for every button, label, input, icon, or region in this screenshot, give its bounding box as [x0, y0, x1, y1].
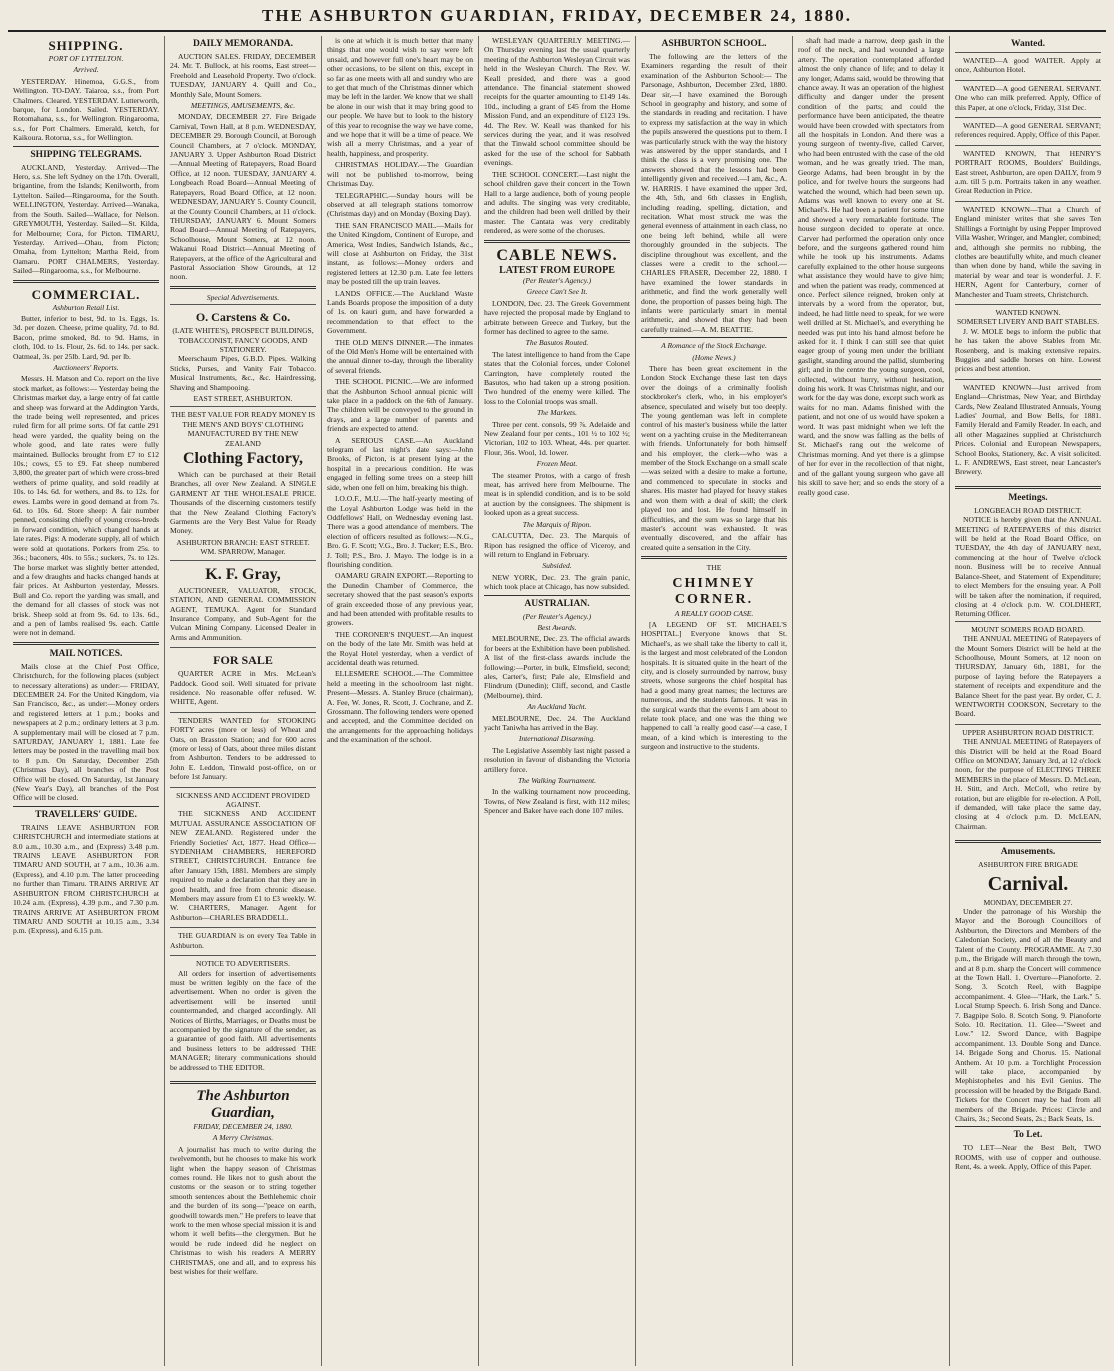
election-text: ELLESMERE SCHOOL.—The Committee held a meeting in the schoolroom last night. Present—Messrs. A. Stanley Bruce (chairman), A. Fee, W. Jones, R. Scott, J. Cochrane, and Z. Grossmann. The following tenders were opened and accepted, and the Committee decided on the arrangements for the approaching holidays and the examination of the school. [327, 669, 473, 745]
school-heading: ASHBURTON SCHOOL. [661, 39, 767, 49]
subsided-text: NEW YORK, Dec. 23. The grain panic, which took place at Chicago, has now subsided. [484, 572, 630, 592]
column-2 [165, 36, 322, 1366]
disarm-heading: International Disarming. [518, 734, 596, 744]
inquest-text: THE CORONER'S INQUEST.—An inquest on the body of the late Mr. Smith was held at the Royal Hotel yesterday, when a verdict of accidental death was returned. [327, 629, 473, 667]
ripon-text: CALCUTTA, Dec. 23. The Marquis of Ripon has resigned the office of Viceroy, and will return to England in February. [484, 531, 630, 559]
mtsomers-heading: MOUNT SOMERS ROAD BOARD. [971, 624, 1085, 634]
greece-text: LONDON, Dec. 23. The Greek Government have rejected the proposal made by England to arbitrate between Greece and Turkey, but the former has declined to agree to the same. [484, 298, 630, 336]
memoranda-heading: DAILY MEMORANDA. [192, 39, 294, 49]
meetings-heading: MEETINGS, AMUSEMENTS, &c. [190, 101, 296, 111]
yacht-text: MELBOURNE, Dec. 24. The Auckland yacht Taniwha has arrived in the Bay. [484, 713, 630, 732]
sickness-text: THE SICKNESS AND ACCIDENT MUTUAL ASSURANCE ASSOCIATION OF NEW ZEALAND. Registered under the Friendly Societies' Act, 1877. Head Office—SYDENHAM CHAMBERS, HEREFORD STREET, CHRISTCHURCH. Entrance fee after January 15th, 1881. Members are simply required to make a declaration that they are in good health, and free from chronic disease. Members may assure from £1 to £3 weekly. W. W. CHARTERS, Manager. Agent for Ashburton—CHARLES BRADDELL. [170, 809, 316, 922]
basutos-heading: The Basutos Routed. [525, 338, 589, 348]
commercial-heading: COMMERCIAL. [31, 286, 141, 302]
gray-title: K. F. Gray, [205, 565, 281, 583]
retail-heading: Ashburton Retail List. [52, 302, 120, 312]
auctioneers-heading: Auctioneers' Reports. [53, 362, 119, 372]
wanted-heading: Wanted. [1010, 39, 1046, 49]
romance-heading: A Romance of the Stock Exchange. [661, 341, 767, 351]
longbeach-text: NOTICE is hereby given that the ANNUAL MEETING of RATEPAYERS of this district will be held at the Road Board Office, on TUESDAY, the 4th day of JANUARY next, commencing at the hour of Twelve o'clock noon. Business will be to receive Annual Balance-Sheet, and Statement of Expenditure; to elect Members for the ensuing year. A Poll will be taken after the nomination, if required, closing at 4 o'clock p.m. W. COLDHERT, Returning Officer. [955, 515, 1101, 619]
accident-text: A SERIOUS CASE.—An Auckland telegram of last night's date says:—John Brooks, of Picton, is at present lying at the hospital in a precarious condition. He was engaged in felling some trees on a steep hill side, when one fell on him, breaking his thigh. [327, 435, 473, 492]
lands-text: LANDS OFFICE.—The Auckland Waste Lands Boards propose the imposition of a duty of 1s. on kauri gum, and have forwarded a recommendation to that effect to the Government. [327, 288, 473, 336]
paper-title: The Ashburton Guardian, [196, 1087, 290, 1121]
school-text: THE SCHOOL PICNIC.—We are informed that the Ashburton School annual picnic will take place in a paddock on the 6th of January. The children will be conveyed to the ground in drays, and a large number of parents and friends are expected to attend. [327, 377, 473, 434]
wanted-ad-1: WANTED—A good WAITER. Apply at once, Ashburton Hotel. [955, 56, 1101, 75]
wanted-ad-2: WANTED—A good GENERAL SERVANT. One who can milk preferred. Apply, Office of this Paper, at one o'clock, Friday, 31st Dec. [955, 83, 1101, 112]
telegrams-text: AUCKLAND, Yesterday. Arrived—The Hero, s.s. She left Sydney on the 17th. Overall, brigantine, from the Islands; Kenilworth, from Lyttelton. Sailed—Ringarooma, for the South. WELLINGTON, Yesterday. Arrived—Wanaka, from the South. Sailed—Wallace, for Nelson. GREYMOUTH, Yesterday. Sailed—St. Kilda, for Melbourne; Cora, for Picton. TIMARU, Yesterday. Arrived—Ohau, from Picton; Omaha, from Lyttelton; Martha Reid, from Oamaru. PORT CHALMERS, Yesterday. Sailed—Ringarooma, s.s., for Melbourne. [13, 162, 159, 276]
memoranda-text: AUCTION SALES. FRIDAY, DECEMBER 24. Mr. T. Bullock, at his rooms, East street—Freehold and Leasehold Property. Two o'clock. TUESDAY, JANUARY 4. Quill and Co., Monthly Sale, Mount Somers. [170, 52, 316, 99]
australian-heading: AUSTRALIAN. [524, 598, 590, 609]
holiday-text: CHRISTMAS HOLIDAY.—The Guardian will not be published to-morrow, being Christmas Day. [327, 160, 473, 189]
dinner-text: THE OLD MEN'S DINNER.—The inmates of the Old Men's Home will be entertained with the annual dinner to-day, through the liberality of several friends. [327, 337, 473, 375]
column-4 [479, 36, 636, 1366]
column-7 [950, 36, 1106, 1366]
chimney-sub: A REALLY GOOD CASE. [674, 608, 754, 618]
auctioneers-text: Messrs. H. Matson and Co. report on the live stock market, as follows:— Yesterday being the Christmas market day, a large entry of fat cattle and sheep was forward at the Addington Yards, the trade being well represented, and prices ruled firm for all prime sorts. Of fat cattle 291 head were yarded, the quality being on the whole good, and late rates were fully maintained. Bullocks brought from £7 to £12 10s.; cows, £5 to £9. Fat sheep numbered 3,800, the greater part of which were cross-bred wethers of prime quality, and sold readily at 10s. to 14s. 6d. for wethers, and 8s. to 12s. for ewes. Lambs were in good demand at from 7s. 6d. to 10s. 6d. Store sheep: A fair number penned, consisting chiefly of young cross-breds in forward condition, which changed hands at late rates. Pigs: A moderate supply, all of which were sold at quotations. Porkers from 25s. to 36s.; baconers, 40s. to 55s.; suckers, 7s. to 12s. The horse market was slightly better attended, and a few draughts and hacks changed hands at fair prices. At Ashburton yesterday, Messrs. Bull and Co. report the yarding was small, and the demand for all classes of stock was not brisk. Sheep sold at from 9s. 6d. to 13s. 6d., and a pen of lambs realised 9s. each. Cattle were not in demand. [13, 374, 159, 638]
clothing-lead: THE BEST VALUE FOR READY MONEY IS THE MEN'S AND BOYS' CLOTHING MANUFACTURED BY THE NEW ZEALAND [170, 410, 316, 448]
travellers-heading: TRAVELLERS' GUIDE. [35, 809, 137, 820]
carstens-title: O. Carstens & Co. [195, 310, 291, 325]
carnival-text: Under the patronage of his Worship the Mayor and the Borough Councillors of Ashburton, the Directors and Members of the Caledonian Society, and of all the Beauty and Talent of the County. PROGRAMME. At 7.30 p.m., the Brigade will march through the town, and at 8 p.m. sharp the Concert will commence at the Town Hall. 1. Overture—Pianoforte. 2. Song. 3. Scotch Reel, with Bagpipe accompaniment. 4. Glee—"Hark, the Lark." 5. Local Stump Speech. 6. Irish Song and Dance. 7. Bagpipe Solo. 8. Scotch Song. 9. Pianoforte Solo. 10. Recitation. 11. Glee—"Sweet and Low." 12. Sword Dance, with Bagpipe accompaniment. 13. Double Song and Dance. 14. Brigade Song and Chorus. 15. National Anthem. At 10 p.m. a Torchlight Procession will take place, accompanied by Mephistopheles and his Evil Genius. The procession will be headed by the Brigade Band. Tickets for the Concert may be had from all members of the Brigade. Prices: Circle and Chairs, 3s.; Second Seats, 2s.; Back Seats, 1s. [955, 907, 1101, 1123]
longbeach-heading: LONGBEACH ROAD DISTRICT. [974, 505, 1082, 515]
clothing-title: Clothing Factory, [183, 450, 303, 468]
shipping-heading: SHIPPING. [48, 38, 124, 53]
fire-brigade-heading: ASHBURTON FIRE BRIGADE [978, 860, 1078, 870]
cable-subheading: LATEST FROM EUROPE [499, 264, 615, 276]
wanted-ad-3: WANTED—A good GENERAL SERVANT; references required. Apply, Office of this Paper. [955, 121, 1101, 140]
known-heading: WANTED KNOWN. [995, 307, 1061, 317]
column-3 [322, 36, 479, 1366]
yacht-heading: An Auckland Yacht. [527, 702, 587, 712]
story-text: shaft had made a narrow, deep gash in the roof of the neck, and had wounded a large artery. The operation contemplated afforded almost the only chance of life; and to delay it any longer, Adams said, would be throwing that chance away. It was an operation of the highest difficulty and danger under the present condition of the parts; and could the performance have been anticipated, the theatre would have been crowded with spectators from all the hospitals in London. And there was a young surgeon of twenty-five, called Carver, who had been entrusted with the case of the old woman, and he was greatly tried. The man, George Adams, had been brought in by the police, and for twelve hours the surgeons had watched the wound, which had been sewn up. Adams was well known to every one at St. Michael's. He had been a patient for some time and showed a very remarkable fortitude. The house surgeon decided to operate at once. Carver had performed the operation only once before, and the surgeons gathered round him while he took up his instruments. Adams carefully explained to the other house surgeons what assistance they would have to give him; and when the patient was ready, commenced at once. Perfect silence reigned, broken only at intervals by a word from the operator, but, indeed, he had little need to speak, for we were well drilled at St. Michael's, and everything he needed was put into his hand almost before he asked for it. I think I can still see that quiet eager group of young men under the brilliant gaslight, standing around the pallid, slumbering girl; and in the centre the young surgeon, cool, collected, without hurry, without hesitation, doing his work. It was Christmas night, and our work for the day was done, except such work as waits for no man. Adams finished with the patient, and not one of us would have spoken a word. It was past midnight when we left the ward, and the snow was falling as the bells of St. Michael's rang out the welcome of Christmas morning. And yet there is a glimpse of her for ever in the recollection of that night, and of the gallant young surgeon who gave all his skill to save her; and so ends the story of a really good case. [798, 36, 944, 497]
wanted-ad-4: WANTED KNOWN, That HENRY'S PORTRAIT ROOMS, Boulders' Buildings, East street, Ashburton, are open DAILY, from 9 a.m. till 5 p.m. Portraits taken in any weather. Great Reduction in Price. [955, 148, 1101, 196]
mail-text: THE SAN FRANCISCO MAIL.—Mails for the United Kingdom, Continent of Europe, and America, West Indies, Sandwich Islands, &c., will close at Ashburton on Friday, the 31st instant, as follows:—Money orders and registered letters at 12.30 p.m. Late fee letters may be posted till the up train leaves. [327, 220, 473, 287]
meetings-text: MONDAY, DECEMBER 27. Fire Brigade Carnival, Town Hall, at 8 p.m. WEDNESDAY, DECEMBER 29. Borough Council, at Borough Council Chambers, at 7 o'clock. MONDAY, JANUARY 3. Upper Ashburton Road District—Annual Meeting of Ratepayers, Road Board Office, at 12 noon. TUESDAY, JANUARY 4. Longbeach Road Board—Annual Meeting of Ratepayers, Road Board Office, at 12 noon. WEDNESDAY, JANUARY 5. County Council, at the County Council Chambers, at 11 o'clock. THURSDAY, JANUARY 6. Mount Somers Road Board—Annual Meeting of Ratepayers, Schoolhouse, Mount Somers, at 12 noon. Wakanui Road District—Annual Meeting of Ratepayers, at the office of the Agricultural and Pastoral Association Show Grounds, at 12 noon. [170, 112, 316, 282]
disarm-text: The Legislative Assembly last night passed a resolution in favour of disbanding the Victoria artillery force. [484, 745, 630, 774]
frozen-text: The steamer Protos, with a cargo of fresh meat, has arrived here from Melbourne. The meat is in splendid condition, and is to be sold at auction by the consignees. The shipment is looked upon as a great success. [484, 470, 630, 518]
somerset-text: J. W. MOLE begs to inform the public that he has taken the above Stables from Mr. Rosenberg, and is making extensive repairs. Buggies and saddle horses on hire. Lowest prices and best attention. [955, 326, 1101, 374]
cable-agency: (Per Reuter's Agency.) [522, 275, 592, 285]
carstens-text: Meerschaum Pipes, G.B.D. Pipes. Walking Sticks, Purses, and Vanity Fair Tobacco. Musical Instruments, &c., &c. Hairdressing, Shaving and Shampooing. [170, 354, 316, 392]
wanted-ad-6: WANTED KNOWN—Just arrived from England—Christmas, New Year, and Birthday Cards, New Zealand Illustrated Annuals, Young Ladies' Journal, and Bow Bells, for 1881. Family Herald and Family Reader. In each, and all other Magazines supplied at Christchurch Prices. Colonial and European Newspapers, School Books, Stationery, &c. A visit solicited. L. F. ANDREWS, East street, near Lancaster's Brewery. [955, 382, 1101, 477]
walking-text: In the walking tournament now proceeding, Towns, of New Zealand is first, with 112 miles; Spencer and Baker have each done 107 miles. [484, 787, 630, 816]
column-6 [793, 36, 950, 1366]
columns [8, 36, 1106, 1366]
upper-heading: UPPER ASHBURTON ROAD DISTRICT. [962, 727, 1094, 737]
subsided-heading: Subsided. [542, 561, 572, 571]
paper-date: FRIDAY, DECEMBER 24, 1880. [193, 1121, 293, 1131]
frozen-heading: Frozen Meat. [536, 459, 578, 469]
merry-text: A journalist has much to write during the twelvemonth, but he chooses to make his work light when the happy season of Christmas comes round. He likes not to gush about the customs or the season or to string together smooth sentences about the Bethlehemic choir and the burden of its song—"peace on earth, goodwill towards men." He prefers to leave that work to the men whose special mission it is and whom it well befits—the clergymen. But he would be rude indeed did he neglect on Christmas to wish his readers A MERRY CHRISTMAS, one and all, and to express his best wishes for their welfare. [170, 1144, 316, 1277]
mail-heading: MAIL NOTICES. [49, 648, 123, 659]
mtsomers-text: THE ANNUAL MEETING of Ratepayers of the Mount Somers District will be held at the Schoolhouse, Mount Somers, at 12 noon on THURSDAY, January 6th, 1881, for the purpose of laying before the Ratepayers a statement of receipts and expenditure and the Balance Sheet for the past year. By order, C. J. WENTWORTH COOKSON, Secretary to the Board. [955, 634, 1101, 719]
awards-heading: Best Awards. [537, 622, 577, 632]
basutos-text: The latest intelligence to hand from the Cape states that the Colonial forces, under Colonel Carrington, have completely routed the Basutos, who had taken up a strong position. Two hundred of the enemy were killed. The loss to the Colonial troops was small. [484, 349, 630, 406]
sickness-heading: SICKNESS AND ACCIDENT PROVIDED AGAINST. [176, 790, 310, 809]
arrived-text: YESTERDAY. Hinemoa, G.G.S., from Wellington. TO-DAY. Taiaroa, s.s., from Port Chalmers. Cleared. YESTERDAY. Lutterworth, barque, for London. Sailed. YESTERDAY. Rotomahana, s.s., for Wellington. Ringarooma, s.s., for Port Chalmers. Emerald, ketch, for Kaikoura. Rotorua, s.s., for Wellington. [13, 76, 159, 143]
school-text: The following are the letters of the Examiners regarding the result of their examination of the Ashburton School:— The Parsonage, Ashburton, December 23rd, 1880. Dear sir,—I have examined the Borough School in geography and history, and some of the standards in reading and recitation. I have to express my satisfaction at the way in which the pupils answered the questions put to them. I was particularly struck with the way the history was answered by the upper standards, and I think the class is a very promising one. The answers showed that the lessons had been intelligently given and received.—I am, &c., A. W. HARRIS. I have examined the upper 3rd, the 4th, 5th, and 6th classes in English, including reading, spelling, dictation, and recitation. What most struck me was the general evenness of attainment in each class, no one being left behind, while all were thoroughly grounded in the subjects. The discipline throughout was excellent, and the classes were a credit to the school.—CHARLES FRASER, December 22, 1880. I have examined the lower standards in arithmetic, and find the work generally well done, the proportion of passes being high. The infants were particularly smart in mental arithmetic, and showed that they had been carefully trained.—A. M. BEATTIE. [641, 52, 787, 334]
forsale-text: QUARTER ACRE in Mrs. McLean's Paddock. Good soil. Well situated for private residence. No reasonable offer refused. W. WHITE, Agent. [170, 669, 316, 707]
concert-text: THE SCHOOL CONCERT.—Last night the school children gave their concert in the Town Hall to a large audience, both of young people and adults. The singing was very creditable, and the children had been well drilled by their master. The Cantata was very creditably rendered, as were some of the choruses. [484, 169, 630, 236]
port-heading: PORT OF LYTTELTON. [48, 54, 124, 63]
guardian-notice: THE GUARDIAN is on every Tea Table in Ashburton. [170, 931, 316, 950]
greece-heading: Greece Can't See It. [526, 287, 588, 297]
arrived-heading: Arrived. [73, 65, 99, 75]
carnival-title: Carnival. [987, 872, 1069, 895]
masthead: THE ASHBURTON GUARDIAN, FRIDAY, DECEMBER 24, 1880. [8, 6, 1106, 32]
chimney-heading: CHIMNEY CORNER. [672, 575, 756, 607]
gray-text: AUCTIONEER, VALUATOR, STOCK, STATION, AND GENERAL COMMISSION AGENT, TEMUKA. Agent for Standard Insurance Company, and Sub-Agent for the Vulcan Mining Company. Licensed Dealer in Arms and Ammunition. [170, 585, 316, 642]
somerset-heading: SOMERSET LIVERY AND BAIT STABLES. [956, 317, 1100, 327]
column-1 [8, 36, 165, 1366]
tenders-text: TENDERS WANTED for STOOKING FORTY acres (more or less) of Wheat and Oats, on Brasston Station; and for 600 acres (more or less) of Oats, about three miles distant from Ashburton. Tenders to be addressed to John E. Leddon, Tinwald post-office, on or before 1st January. [170, 715, 316, 782]
chimney-text: [A LEGEND OF ST. MICHAEL'S HOSPITAL.] Everyone knows that St. Michael's, as we shall take the liberty to call it, is the largest and most celebrated of the London hospitals. It is situated quite in the heart of the city, and is closely surrounded by narrow, busy streets, whose surgeons the chief hospital has had a good many great names; the lectures are numerous, and the students famous. It was in the surgical wards that the events I am about to relate took place, and one was the thing we happened to call 'a really good case'—a case, I mean, of a kind which is interesting to the surgeon and instructive to the students. [641, 619, 787, 752]
romance-text: There has been great excitement in the London Stock Exchange these last ten days over the doings of a criminally foolish stockbroker's clerk, who, in his employer's absence, speculated and wisely but too deeply. The young gentleman was left in complete control of his master's business while the latter went on a yachting cruise in the Mediterranean with friends. Unfortunately for both himself and his employer, the clerk—who was a member of the Stock Exchange on a small scale—was seized with a desire to make a fortune, and commenced to speculate in stocks and shares. His master had played for heavy stakes and won them with a deal of skill; the clerk played too and lost. He found himself in difficulties, and the sum was so large that his master's account was exhausted. It was eventually discovered, and the affair has created quite a sensation in the City. [641, 364, 787, 552]
advertisers-heading: NOTICE TO ADVERTISERS. [196, 959, 290, 969]
carstens-address: EAST STREET, ASHBURTON. [193, 394, 293, 403]
mail-text: Mails close at the Chief Post Office, Christchurch, for the following places (subject to necessary alterations) as under:— FRIDAY, DECEMBER 24. For the United Kingdom, via San Francisco, &c., as under:—Money orders and registered letters at 1 p.m.; books and newspapers at 2 p.m.; ordinary letters at 3 p.m. A supplementary mail will be closed at 7 p.m. SATURDAY, JANUARY 1, 1881. Late fee letters may be posted in the travelling mail box to 8 p.m. On Saturday, December 25th (Christmas Day), all branches of the Post Office will be closed. On Saturday, 1st January (New Year's Day), all branches of the Post Office will be closed. [13, 661, 159, 803]
meetings-heading: Meetings. [1008, 492, 1048, 503]
wanted-ad-5: WANTED KNOWN—That a Church of England minister writes that she saves Ten Shillings a Fortnight by using Pepper Improved Villa Washer, Wringer, and Mangler, combined; and, although she permits no rubbing, the clothes are beautifully white, and much cleaner than when done by hand, while the saving in material by wear and tear is wonderful. J. F. HERN, Agent for Canterbury, corner of Manchester and Tuam streets, Christchurch. [955, 204, 1101, 299]
clothing-address: ASHBURTON BRANCH: EAST STREET. WM. SPARROW, Manager. [176, 537, 310, 557]
grain-text: OAMARU GRAIN EXPORT.—Reporting to the Dunedin Chamber of Commerce, the secretary showed that the past season's exports of grain exceeded those of any previous year, and had been attended with profitable results to growers. [327, 571, 473, 628]
clothing-text: Which can be purchased at their Retail Branches, all over New Zealand. A SINGLE GARMENT AT THE WHOLESALE PRICE. Thousands of the discerning customers testify that the New Zealand Clothing Factory's Garments are the Very Best Value for Ready Money. [170, 470, 316, 536]
wesleyan-text: WESLEYAN QUARTERLY MEETING.—On Thursday evening last the usual quarterly meeting of the Ashburton Wesleyan Circuit was held in the Wesleyan Church. The Rev. W. Keall presided, and there was a good attendance. The financial statement showed receipts for the quarter amounting to £149 14s. 10d., including a grant of £45 from the Home Mission Fund, and an expenditure of £123 19s. 4d. The Rev. W. Keall was thanked for his services during the year, and it was resolved that the Tinwald school committee should be asked for the use of the school for Sabbath evenings. [484, 36, 630, 168]
special-heading: Special Advertisements. [206, 292, 280, 302]
merry-heading: A Merry Christmas. [212, 1133, 274, 1143]
tolet-text: TO LET—Near the Best Belt, TWO ROOMS, with use of copper and outhouse. Rent, 4s. a week. Apply, Office of this Paper. [955, 1143, 1101, 1172]
walking-heading: The Walking Tournament. [517, 776, 597, 786]
oddfellows-text: I.O.O.F., M.U.—The half-yearly meeting of the Loyal Ashburton Lodge was held in the Oddfellows' Hall, on Wednesday evening last. There was a good attendance of members. The election of officers resulted as follows:—N.G., Bro. G. F. Scott; V.G., Bro. J. Tucker; E.S., Bro. J. Toll; P.S., Bro. J. Mayo. The lodge is in a flourishing condition. [327, 494, 473, 569]
travellers-text: TRAINS LEAVE ASHBURTON FOR CHRISTCHURCH and intermediate stations at 8.0 a.m., 10.30 a.m., and (Express) 3.48 p.m. TRAINS LEAVE ASHBURTON FOR TIMARU AND SOUTH, at 7 a.m., 10.36 a.m. (Express), and 4.10 p.m. The latter proceeding no further than Timaru. TRAINS ARRIVE AT ASHBURTON FROM CHRISTCHURCH at 10.24 a.m. (Express), 4.39 p.m., and 7.30 p.m. TRAINS ARRIVE AT ASHBURTON FROM TIMARU AND SOUTH at 10.15 a.m., 3.34 p.m. (Express), and 6.15 p.m. [13, 822, 159, 936]
telegraphic-text: TELEGRAPHIC.—Sunday hours will be observed at all telegraph stations tomorrow (Christmas day) and on Monday (Boxing Day). [327, 190, 473, 219]
awards-text: MELBOURNE, Dec. 23. The official awards for beers at the Exhibition have been published. A list of the first-class awards include the following:—Porter, in bulk, Elmsfield, second; ales, Carter's, first; Pale ale, Elmsfield and Flindrum (Dunedin); Cliff, second, and Castle (Melbourne), third. [484, 634, 630, 700]
advertisers-text: All orders for insertion of advertisements must be written legibly on the face of the advertisement. When no order is given the advertisement will be inserted until countermanded, and charged accordingly. All Notices of Births, Marriages, or Deaths must be accompanied by the signature of the sender, as a guarantee of good faith. All advertisements and business letters to be addressed THE MANAGER; literary communications should be addressed to THE EDITOR. [170, 968, 316, 1072]
ripon-heading: The Marquis of Ripon. [522, 519, 592, 529]
upper-text: THE ANNUAL MEETING of Ratepayers of this District will be held at the Road Board Office on MONDAY, January 3rd, at 12 o'clock noon, for the purpose of ELECTING THREE MEMBERS in the place of Messrs. D. McLean, H. Stitt, and Arch. McColl, who retire by rotation, but are eligible for re-election. A Poll, if demanded, will take place the same day, closing at 4 o'clock p.m. D. McLEAN, Chairman. [955, 737, 1101, 831]
tolet-heading: To Let. [1013, 1130, 1043, 1141]
lead-text: is one at which it is much better that many things that one would wish to say were left unsaid, and however full one's heart may be on other occasions, to be silent on this, except in so far as one meets with all and sundry who are to get that much of the Christmas dinner which may be left in the larder. We know that we shall be alone in our wish that it may bring good to our people. We have but to look to the history of this year to recognise the way we have come, and we hope that it will be a time of peace. We wish all a merry Christmas, and a year of health, happiness, and prosperity. [327, 36, 473, 158]
cable-heading: CABLE NEWS. [496, 246, 618, 264]
retail-text: Butter, inferior to best, 9d. to 1s. Eggs, 1s. 3d. per dozen. Cheese, prime quality, 7d. to 8d. Bacon, prime smoked, 8d. to 9d. Hams, in cloth, 10d. to 1s. Flour, 2s. 6d. to 14s. per sack. Oatmeal, 3s. per 25lb. Lard, 9d. per lb. [13, 313, 159, 361]
amusements-heading: Amusements. [1000, 847, 1056, 858]
australian-agency: (Per Reuter's Agency.) [522, 611, 592, 621]
carnival-date: MONDAY, DECEMBER 27. [983, 897, 1073, 907]
romance-sub: (Home News.) [692, 352, 736, 362]
forsale-heading: FOR SALE [213, 653, 273, 668]
column-5 [636, 36, 793, 1366]
telegrams-heading: SHIPPING TELEGRAMS. [30, 149, 142, 160]
markets-heading: The Markets. [536, 408, 578, 418]
carstens-sub: (LATE WHITE'S), PROSPECT BUILDINGS, TOBACCONIST, FANCY GOODS, AND STATIONERY. [172, 326, 314, 354]
chimney-lead: THE [706, 563, 722, 573]
markets-text: Three per cent. consols, 99 ⅞. Adelaide and New Zealand four per cents., 101 ½ to 102 ½; Victorian, 102 to 103. Wheat, 44s. per quarter. Flour, 36s. Wool, 1d. lower. [484, 419, 630, 457]
